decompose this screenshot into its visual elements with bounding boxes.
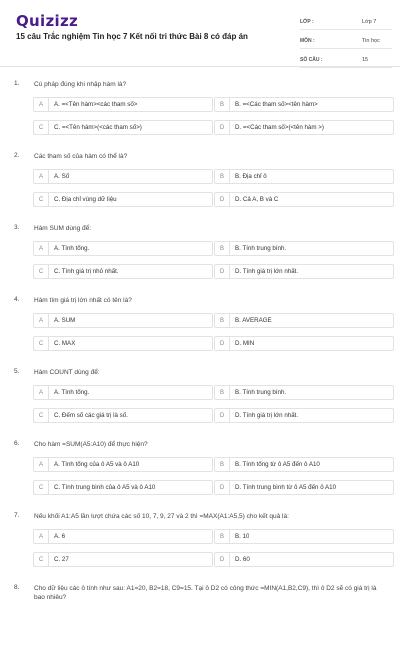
question-8: [0, 584, 400, 664]
option-text: D. 60: [235, 556, 250, 563]
question-3: [0, 224, 400, 296]
option-letter: B: [215, 170, 230, 183]
meta-value: Tin học: [362, 37, 380, 44]
option-letter: B: [215, 98, 230, 111]
option-c[interactable]: [33, 264, 213, 279]
option-letter: A: [34, 530, 49, 543]
option-letter: A: [34, 386, 49, 399]
worksheet-header: [0, 0, 400, 67]
question-text: Cho dữ liệu các ô tính như sau: A1=20, B2=18, C9=15. Tại ô D2 có công thức =MIN(A1,B2,C9), thì ô D2 sẽ có giá trị là bao nhiêu?: [34, 585, 377, 601]
option-text: B. Tính trung bình.: [235, 389, 287, 396]
option-letter: C: [34, 481, 49, 494]
option-letter: D: [215, 121, 230, 134]
option-c[interactable]: [33, 336, 213, 351]
question-text: Hàm COUNT dùng để:: [34, 369, 100, 376]
option-b[interactable]: [214, 529, 394, 544]
option-a[interactable]: [33, 313, 213, 328]
quizizz-logo: Quizizz: [16, 12, 79, 30]
option-letter: C: [34, 409, 49, 422]
question-number: 6.: [14, 440, 20, 447]
option-c[interactable]: [33, 408, 213, 423]
option-d[interactable]: [214, 264, 394, 279]
question-2: [0, 152, 400, 224]
question-text: Cú pháp đúng khi nhập hàm là?: [34, 81, 127, 88]
meta-label: SỐ CÂU :: [300, 56, 323, 63]
option-a[interactable]: [33, 241, 213, 256]
option-c[interactable]: [33, 192, 213, 207]
option-letter: D: [215, 193, 230, 206]
option-text: A. 6: [54, 533, 66, 540]
option-text: D. Tính giá trị lớn nhất.: [235, 412, 299, 419]
option-letter: C: [34, 553, 49, 566]
option-b[interactable]: [214, 313, 394, 328]
option-letter: A: [34, 98, 49, 111]
meta-label: LỚP :: [300, 18, 314, 25]
worksheet-meta: [300, 14, 392, 71]
question-text: Cho hàm =SUM(A5:A10) để thực hiện?: [34, 441, 148, 448]
option-d[interactable]: [214, 336, 394, 351]
meta-subject: [300, 33, 392, 49]
option-text: B. =<Các tham số><tên hàm>: [235, 101, 318, 108]
option-b[interactable]: [214, 241, 394, 256]
option-a[interactable]: [33, 529, 213, 544]
option-b[interactable]: [214, 385, 394, 400]
question-7: [0, 512, 400, 584]
question-number: 5.: [14, 368, 20, 375]
option-letter: B: [215, 242, 230, 255]
option-text: D. Tính giá trị lớn nhất.: [235, 268, 299, 275]
option-text: C. Tính giá trị nhỏ nhất.: [54, 268, 119, 275]
option-text: A. Tính tổng của ô A5 và ô A10: [54, 461, 140, 468]
option-b[interactable]: [214, 169, 394, 184]
option-a[interactable]: [33, 97, 213, 112]
question-text: Hàm tìm giá trị lớn nhất có tên là?: [34, 297, 132, 304]
question-list: [0, 80, 400, 664]
option-letter: B: [215, 458, 230, 471]
option-text: D. Tính trung bình từ ô A5 đến ô A10: [235, 484, 337, 491]
option-letter: C: [34, 337, 49, 350]
question-text: Các tham số của hàm có thể là?: [34, 153, 128, 160]
question-number: 4.: [14, 296, 20, 303]
option-letter: A: [34, 314, 49, 327]
option-letter: A: [34, 458, 49, 471]
option-text: B. AVERAGE: [235, 317, 272, 324]
option-letter: D: [215, 337, 230, 350]
option-text: B. Tính trung bình.: [235, 245, 287, 252]
option-c[interactable]: [33, 552, 213, 567]
option-letter: B: [215, 530, 230, 543]
option-text: C. Địa chỉ vùng dữ liệu: [54, 196, 117, 203]
option-d[interactable]: [214, 408, 394, 423]
option-text: C. =<Tên hàm>(<các tham số>): [54, 124, 142, 131]
option-text: D. MIN: [235, 340, 255, 347]
option-letter: A: [34, 170, 49, 183]
option-text: B. 10: [235, 533, 250, 540]
option-letter: C: [34, 265, 49, 278]
question-5: [0, 368, 400, 440]
option-text: A. =<Tên hàm><các tham số>: [54, 101, 138, 108]
option-d[interactable]: [214, 480, 394, 495]
option-letter: C: [34, 121, 49, 134]
question-text: Hàm SUM dùng để:: [34, 225, 92, 232]
option-letter: B: [215, 314, 230, 327]
option-text: D. =<Các tham số>(<tên hàm >): [235, 124, 324, 131]
option-d[interactable]: [214, 192, 394, 207]
option-text: C. Đếm số các giá trị là số.: [54, 412, 128, 419]
worksheet-title: 15 câu Trắc nghiệm Tin học 7 Kết nối tri thức Bài 8 có đáp án: [16, 32, 248, 41]
meta-label: MÔN :: [300, 37, 315, 44]
option-text: C. MAX: [54, 340, 76, 347]
question-number: 1.: [14, 80, 20, 87]
option-c[interactable]: [33, 480, 213, 495]
option-letter: C: [34, 193, 49, 206]
question-6: [0, 440, 400, 512]
option-c[interactable]: [33, 120, 213, 135]
option-text: B. Địa chỉ ô: [235, 173, 267, 180]
meta-value: 15: [362, 56, 369, 63]
question-text: Nếu khối A1:A5 lần lượt chứa các số 10, 7, 9, 27 và 2 thì =MAX(A1:A5,5) cho kết quả là:: [34, 513, 289, 520]
question-number: 7.: [14, 512, 20, 519]
option-text: A. Tính tổng.: [54, 245, 90, 252]
meta-question-count: [300, 52, 392, 68]
meta-value: Lớp 7: [362, 18, 377, 25]
question-number: 3.: [14, 224, 20, 231]
option-a[interactable]: [33, 457, 213, 472]
option-b[interactable]: [214, 97, 394, 112]
option-a[interactable]: [33, 385, 213, 400]
meta-class: [300, 14, 392, 30]
option-d[interactable]: [214, 552, 394, 567]
option-a[interactable]: [33, 169, 213, 184]
question-1: [0, 80, 400, 152]
option-text: A. SUM: [54, 317, 76, 324]
option-letter: B: [215, 386, 230, 399]
option-text: A. Tính tổng.: [54, 389, 90, 396]
option-letter: D: [215, 481, 230, 494]
question-number: 2.: [14, 152, 20, 159]
option-text: B. Tính tổng từ ô A5 đến ô A10: [235, 461, 320, 468]
option-text: A. Số: [54, 173, 70, 180]
option-letter: A: [34, 242, 49, 255]
option-letter: D: [215, 265, 230, 278]
question-4: [0, 296, 400, 368]
option-text: C. Tính trung bình của ô A5 và ô A10: [54, 484, 156, 491]
option-letter: D: [215, 553, 230, 566]
option-letter: D: [215, 409, 230, 422]
option-text: C. 27: [54, 556, 69, 563]
question-number: 8.: [14, 584, 20, 591]
option-text: D. Cả A, B và C: [235, 196, 279, 203]
option-d[interactable]: [214, 120, 394, 135]
option-b[interactable]: [214, 457, 394, 472]
